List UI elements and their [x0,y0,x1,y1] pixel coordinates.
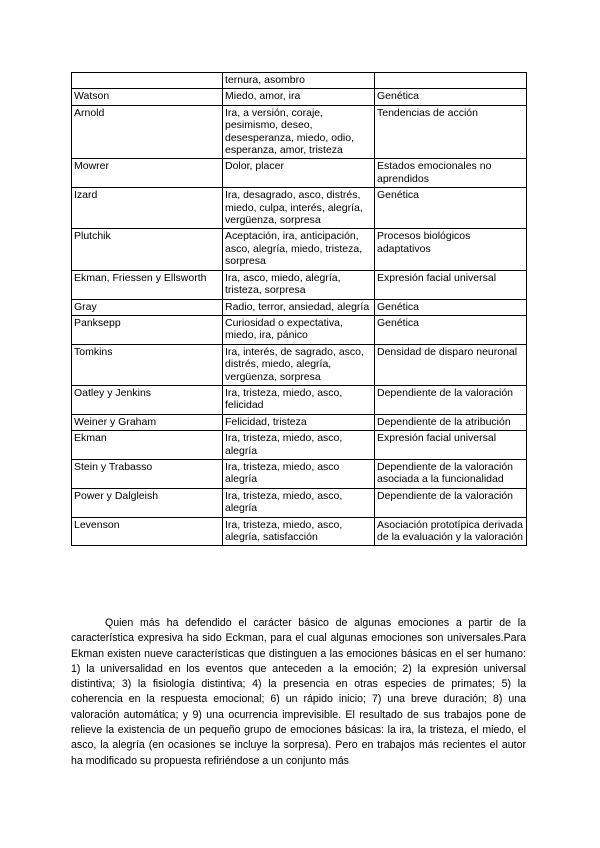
basis-cell: Genética [375,299,527,315]
basis-cell: Genética [375,89,527,105]
emotions-cell: Aceptación, ira, anticipación, asco, alegría, miedo, tristeza, sorpresa [223,229,375,270]
author-cell: Mowrer [72,159,223,188]
basis-cell: Estados emocionales no aprendidos [375,159,527,188]
author-cell: Ekman [72,431,223,460]
emotions-cell: Ira, tristeza, miedo, asco, alegría [223,431,375,460]
author-cell: Plutchik [72,229,223,270]
table-row [72,188,527,229]
emotions-cell: ternura, asombro [223,73,375,89]
basis-cell: Densidad de disparo neuronal [375,344,527,385]
emotions-table [71,72,527,546]
emotions-cell: Ira, interés, de sagrado, asco, distrés, miedo, alegría, vergüenza, sorpresa [223,344,375,385]
emotions-cell: Ira, desagrado, asco, distrés, miedo, culpa, interés, alegría, vergüenza, sorpresa [223,188,375,229]
emotions-cell: Radio, terror, ansiedad, alegría [223,299,375,315]
emotions-cell: Ira, a versión, coraje, pesimismo, deseo, desesperanza, miedo, odio, esperanza, amor, tristeza [223,105,375,159]
table-row [72,299,527,315]
basis-cell: Genética [375,188,527,229]
basis-cell: Genética [375,315,527,344]
table-row [72,159,527,188]
author-cell: Oatley y Jenkins [72,385,223,414]
emotions-cell: Ira, tristeza, miedo, asco, alegría, satisfacción [223,517,375,546]
table-row [72,517,527,546]
table-row [72,73,527,89]
basis-cell [375,73,527,89]
author-cell: Stein y Trabasso [72,459,223,488]
table-row [72,385,527,414]
basis-cell: Procesos biológicos adaptativos [375,229,527,270]
table-row [72,270,527,299]
basis-cell: Dependiente de la atribución [375,414,527,430]
body-paragraph [71,616,526,769]
basis-cell: Dependiente de la valoración [375,385,527,414]
table-row [72,315,527,344]
author-cell: Levenson [72,517,223,546]
table-row [72,488,527,517]
emotions-cell: Dolor, placer [223,159,375,188]
table-row [72,229,527,270]
emotions-cell: Felicidad, tristeza [223,414,375,430]
basis-cell: Expresión facial universal [375,431,527,460]
emotions-cell: Ira, tristeza, miedo, asco, alegría [223,488,375,517]
emotions-cell: Miedo, amor, ira [223,89,375,105]
author-cell: Gray [72,299,223,315]
table-row [72,105,527,159]
author-cell: Panksepp [72,315,223,344]
author-cell: Izard [72,188,223,229]
author-cell: Ekman, Friessen y Ellsworth [72,270,223,299]
basis-cell: Tendencias de acción [375,105,527,159]
author-cell [72,73,223,89]
author-cell: Weiner y Graham [72,414,223,430]
body-paragraph-text: Quien más ha defendido el carácter básico de algunas emociones a partir de la característica expresiva ha sido Eckman, para el cual algunas emociones son universales.Para Ekman existen nueve características que distinguen a las emociones básicas en el ser humano: 1) la universalidad en los eventos que anteceden a la emoción; 2) la expresión universal distintiva; 3) la fisiología distintiva; 4) la presencia en otras especies de primates; 5) la coherencia en la respuesta emocional; 6) un rápido inicio; 7) una breve duración; 8) una valoración automática; y 9) una ocurrencia imprevisible. El resultado de sus trabajos pone de relieve la existencia de un pequeño grupo de emociones básicas: la ira, la tristeza, el miedo, el asco, la alegría (en ocasiones se incluye la sorpresa). Pero en trabajos más recientes el autor ha modificado su propuesta refiriéndose a un conjunto más [71,617,526,767]
emotions-table-body [72,73,527,546]
basis-cell: Expresión facial universal [375,270,527,299]
table-row [72,344,527,385]
table-row [72,89,527,105]
table-row [72,414,527,430]
table-row [72,431,527,460]
basis-cell: Dependiente de la valoración [375,488,527,517]
table-row [72,459,527,488]
author-cell: Power y Dalgleish [72,488,223,517]
emotions-cell: Curiosidad o expectativa, miedo, ira, pánico [223,315,375,344]
emotions-cell: Ira, asco, miedo, alegría, tristeza, sorpresa [223,270,375,299]
author-cell: Arnold [72,105,223,159]
author-cell: Watson [72,89,223,105]
emotions-cell: Ira, tristeza, miedo, asco, felicidad [223,385,375,414]
emotions-cell: Ira, tristeza, miedo, asco alegría [223,459,375,488]
basis-cell: Dependiente de la valoración asociada a la funcionalidad [375,459,527,488]
author-cell: Tomkins [72,344,223,385]
basis-cell: Asociación prototípica derivada de la evaluación y la valoración [375,517,527,546]
